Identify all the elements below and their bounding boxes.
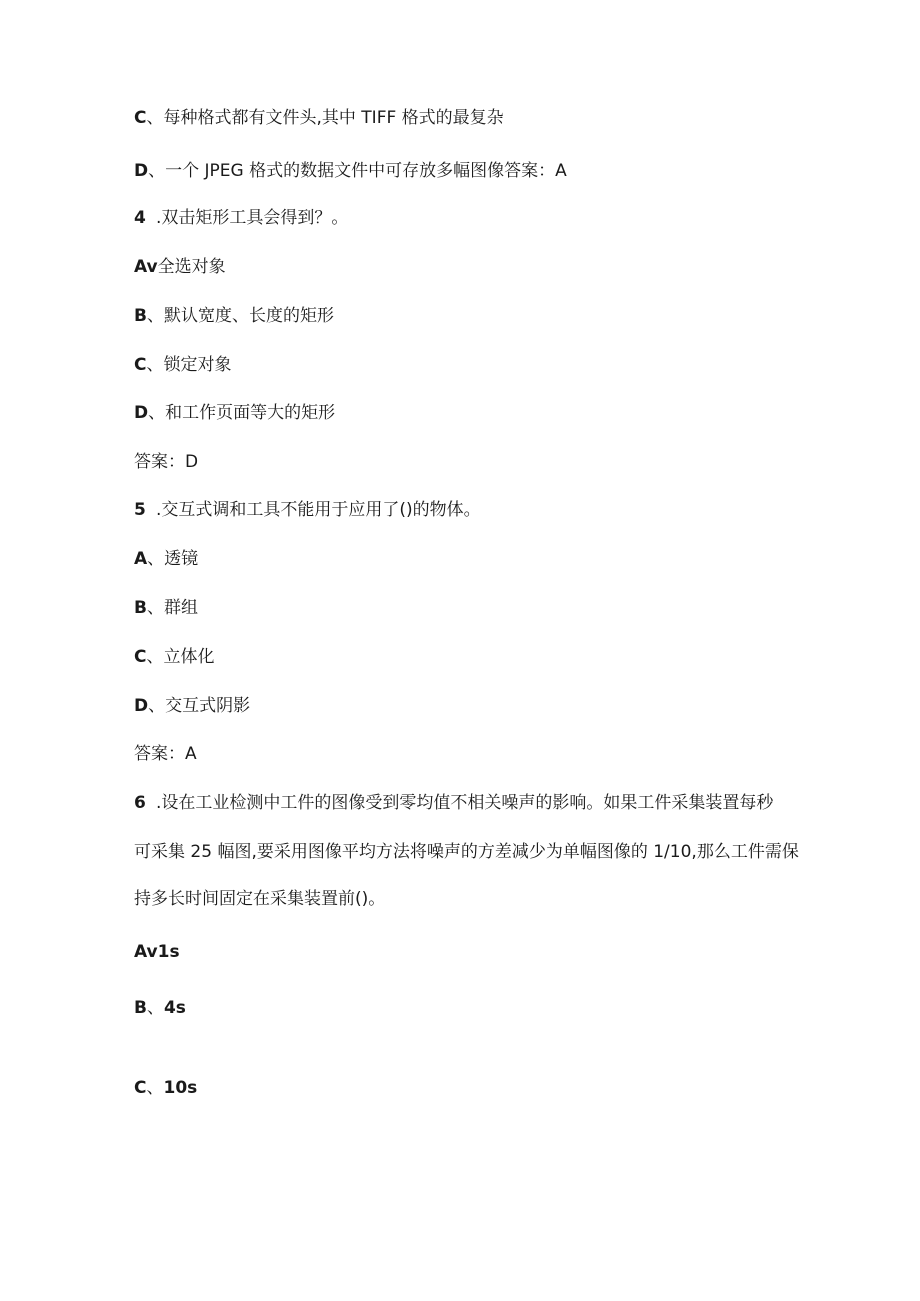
option-text: 默认宽度、长度的矩形 — [163, 306, 334, 326]
answer-text: 答案：A — [134, 744, 197, 764]
option-label: D — [134, 403, 149, 423]
option-separator: 、 — [148, 696, 166, 716]
option-label: Av1s — [134, 942, 180, 962]
option-label: A — [134, 549, 148, 569]
option-label: D — [134, 161, 149, 181]
option-d-line — [134, 695, 250, 717]
option-separator: 、 — [146, 1078, 164, 1098]
option-separator: 、 — [146, 647, 164, 667]
option-a-line — [134, 548, 198, 570]
option-separator: 、 — [146, 355, 164, 375]
option-text: 一个 JPEG 格式的数据文件中可存放多幅图像答案：A — [165, 161, 567, 181]
option-d-line — [134, 160, 567, 182]
option-c-line — [134, 1077, 197, 1099]
answer-line — [134, 743, 197, 765]
question-text: .双击矩形工具会得到？。 — [156, 208, 349, 228]
question-text: 可采集 25 幅图,要采用图像平均方法将噪声的方差减少为单幅图像的 1/10,那么工件需保 — [134, 842, 799, 862]
answer-text: 答案：D — [134, 452, 199, 472]
option-label: C — [134, 1078, 147, 1098]
question-number: 6 — [134, 793, 146, 813]
option-text: 10s — [163, 1078, 198, 1098]
option-text: 4s — [163, 998, 186, 1018]
option-label: C — [134, 108, 147, 128]
option-text: 透镜 — [164, 549, 199, 569]
option-label: C — [134, 355, 147, 375]
option-separator: 、 — [146, 306, 164, 326]
option-text: 交互式阴影 — [165, 696, 251, 716]
option-separator: 、 — [148, 403, 166, 423]
option-separator: 、 — [147, 549, 165, 569]
option-text: 每种格式都有文件头,其中 TIFF 格式的最复杂 — [163, 108, 504, 128]
option-text: 全选对象 — [157, 257, 226, 277]
question-4 — [134, 207, 348, 229]
question-6-continued — [134, 888, 385, 910]
question-5 — [134, 499, 481, 521]
option-label: B — [134, 306, 147, 326]
option-text: 群组 — [163, 598, 198, 618]
option-a-line — [134, 256, 226, 278]
answer-line — [134, 451, 198, 473]
option-d-line — [134, 402, 335, 424]
question-number: 4 — [134, 208, 146, 228]
option-c-line — [134, 107, 504, 129]
option-separator: 、 — [146, 998, 164, 1018]
option-label: D — [134, 696, 149, 716]
option-text: 立体化 — [163, 647, 215, 667]
option-a-line — [134, 941, 180, 963]
question-number: 5 — [134, 500, 146, 520]
option-b-line — [134, 997, 186, 1019]
question-text: 持多长时间固定在采集装置前()。 — [134, 889, 386, 909]
option-text: 锁定对象 — [163, 355, 232, 375]
option-b-line — [134, 597, 198, 619]
option-b-line — [134, 305, 334, 327]
option-label: B — [134, 998, 147, 1018]
option-label: Av — [134, 257, 158, 277]
question-text: .设在工业检测中工件的图像受到零均值不相关噪声的影响。如果工件采集装置每秒 — [156, 793, 774, 813]
option-label: B — [134, 598, 147, 618]
option-separator: 、 — [146, 598, 164, 618]
option-c-line — [134, 354, 231, 376]
question-6 — [134, 792, 773, 814]
option-c-line — [134, 646, 214, 668]
option-separator: 、 — [146, 108, 164, 128]
option-text: 和工作页面等大的矩形 — [165, 403, 336, 423]
question-6-continued — [134, 841, 799, 863]
option-label: C — [134, 647, 147, 667]
question-text: .交互式调和工具不能用于应用了()的物体。 — [156, 500, 481, 520]
option-separator: 、 — [148, 161, 166, 181]
